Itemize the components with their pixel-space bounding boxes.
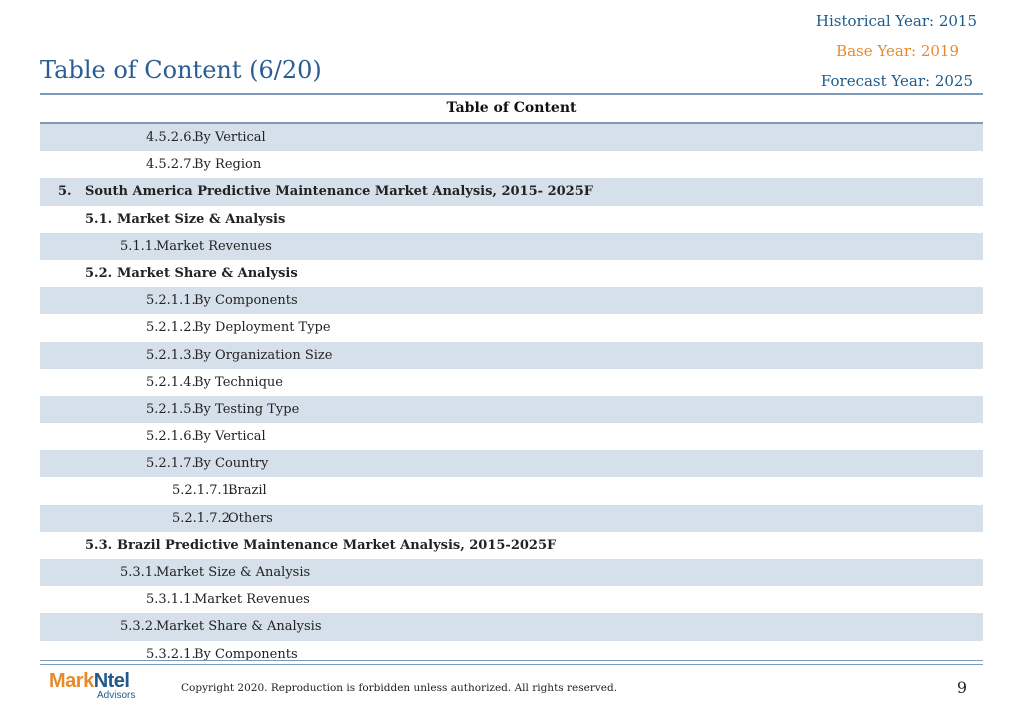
toc-row-text: By Region [194, 157, 262, 173]
toc-row [40, 233, 983, 260]
toc-row-text: Brazil Predictive Maintenance Market Analysis, 2015-2025F [117, 537, 557, 553]
toc-row-number: 5.2.1.7. [146, 456, 196, 472]
toc-row-text: By Testing Type [194, 401, 300, 417]
toc-row-text: Market Share & Analysis [117, 265, 298, 281]
toc-row-number: 4.5.2.6. [146, 130, 196, 145]
toc-row [40, 260, 983, 287]
historical-year: Historical Year: 2015 [815, 12, 977, 30]
toc-row [40, 450, 983, 477]
toc-row-number: 5.1.1. [120, 238, 158, 254]
toc-row-text: Market Share & Analysis [156, 619, 322, 635]
toc-row-number: 5.1. [85, 211, 113, 227]
toc-row-number: 5.2.1.4. [146, 374, 196, 390]
logo-mark: Mark [49, 670, 94, 692]
toc-row-text: Market Revenues [156, 238, 272, 254]
toc-row-text: By Vertical [194, 130, 266, 145]
toc-row [40, 586, 983, 613]
toc-row-number: 5.2. [85, 265, 113, 281]
toc-row [40, 151, 983, 178]
toc-row-text: By Deployment Type [194, 320, 331, 336]
page-title: Table of Content (6/20) [40, 56, 322, 84]
toc-table [40, 93, 983, 668]
toc-row-text: Market Size & Analysis [117, 211, 286, 227]
toc-row-number: 5.2.1.7.2. [172, 510, 235, 526]
toc-row [40, 396, 983, 423]
toc-row [40, 532, 983, 559]
toc-row [40, 369, 983, 396]
toc-row-text: South America Predictive Maintenance Market Analysis, 2015- 2025F [85, 184, 593, 200]
logo-subtitle: Advisors [97, 690, 136, 701]
toc-row [40, 287, 983, 314]
toc-row [40, 505, 983, 532]
toc-row [40, 613, 983, 640]
toc-row-number: 5.3.2.1. [146, 646, 196, 662]
toc-row [40, 559, 983, 586]
copyright-text: Copyright 2020. Reproduction is forbidden unless authorized. All rights reserved. [181, 682, 618, 694]
toc-row-text: By Country [194, 456, 269, 472]
toc-row-number: 5.2.1.1. [146, 293, 196, 309]
logo-wordmark [49, 671, 135, 691]
toc-row-text: Others [228, 510, 273, 526]
toc-row-number: 5.2.1.6. [146, 429, 196, 445]
toc-row-number: 5.2.1.2. [146, 320, 196, 336]
toc-row-number: 5.3.2. [120, 619, 158, 635]
toc-row-text: By Components [194, 293, 298, 309]
toc-row [40, 206, 983, 233]
forecast-year: Forecast Year: 2025 [820, 72, 973, 90]
toc-row-text: Brazil [228, 483, 267, 499]
page-number: 9 [956, 678, 967, 697]
toc-row-text: By Organization Size [194, 347, 333, 363]
toc-row-text: By Vertical [194, 429, 266, 445]
toc-row-text: By Technique [194, 374, 283, 390]
bottom-divider [40, 660, 983, 665]
toc-row-number: 5.3. [85, 537, 113, 553]
toc-row [40, 423, 983, 450]
toc-row-text: By Components [194, 646, 298, 662]
toc-row-number: 5. [58, 184, 72, 200]
toc-heading: Table of Content [40, 93, 983, 124]
toc-row [40, 342, 983, 369]
toc-row-text: Market Size & Analysis [156, 565, 311, 580]
toc-row [40, 178, 983, 205]
toc-row [40, 477, 983, 504]
toc-rows [40, 124, 983, 668]
toc-row-number: 5.2.1.3. [146, 347, 196, 363]
toc-row-number: 5.3.1.1. [146, 592, 196, 608]
logo-ntel: Ntel [93, 670, 130, 692]
toc-row-number: 5.2.1.7.1. [172, 483, 235, 499]
toc-row-number: 5.3.1. [120, 565, 158, 580]
base-year: Base Year: 2019 [836, 42, 959, 60]
toc-row [40, 124, 983, 151]
marknetl-logo [49, 671, 135, 701]
toc-row-number: 5.2.1.5. [146, 401, 196, 417]
toc-row [40, 314, 983, 341]
toc-row-text: Market Revenues [194, 592, 310, 608]
toc-row-number: 4.5.2.7. [146, 157, 196, 173]
